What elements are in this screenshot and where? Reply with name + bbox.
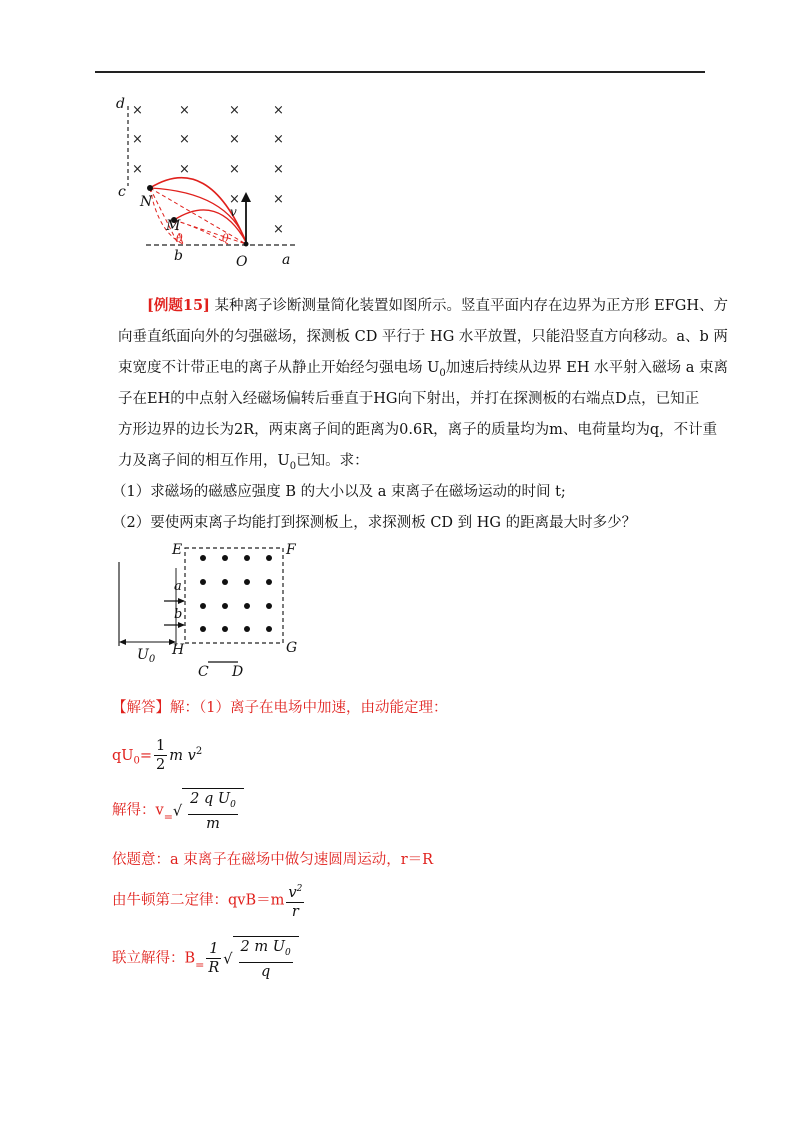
eq2-den: m [206, 815, 220, 832]
label-U0 [137, 647, 156, 665]
eq1-rhs: m v [169, 747, 196, 764]
eq1-eq: = [139, 747, 153, 764]
beam-a-arrowhead [178, 598, 185, 604]
eq1-den: 2 [156, 757, 166, 774]
example-text: 某种离子诊断测量简化装置如图所示。竖直平面内存在边界为正方形 EFGH、方 [214, 298, 728, 314]
label-H: H [172, 642, 185, 658]
cross: × [179, 162, 190, 177]
cross: × [229, 103, 240, 118]
label-O: O [236, 254, 248, 270]
equation-newton [112, 880, 306, 921]
answer-tag: 【解答】 [112, 700, 170, 716]
example-label: [例题15] [147, 297, 210, 314]
example-text: 力及离子间的相互作用，U [118, 453, 290, 469]
dot [244, 579, 250, 585]
combined-label: 联立解得：B [112, 950, 196, 967]
label-E: E [172, 542, 183, 558]
example-text: 已知。求： [296, 453, 369, 469]
cross: × [179, 103, 190, 118]
eq2-sqrt: √ $\frac{2 q U_0}{m}$ [173, 788, 244, 833]
eq2-num: 2 q $U_0$ [188, 790, 238, 815]
point-N [147, 185, 153, 191]
cross: × [229, 132, 240, 147]
dot [266, 603, 272, 609]
label-d: d [116, 96, 125, 112]
eq3-eq: = [195, 958, 205, 972]
figure-magnetic-field-1 [108, 92, 308, 272]
label-C: C [198, 664, 209, 678]
newton-den: r [291, 903, 299, 920]
eq3-num: 1 [206, 940, 221, 959]
dot [266, 579, 272, 585]
cross: × [132, 132, 143, 147]
label-G: G [286, 640, 298, 656]
dot [222, 603, 228, 609]
newton-num: v [288, 884, 297, 901]
equation-energy [112, 733, 202, 781]
label-a: a [282, 252, 291, 268]
label-F: F [286, 542, 296, 558]
figure-magnetic-field-2 [112, 538, 312, 678]
u0-arrow-left [119, 639, 126, 645]
example-line-5: 方形边界的边长为2R，两束离子间的距离为0.6R，离子的质量均为m、电荷量均为q，不计重 [118, 422, 718, 438]
equation-result [112, 936, 299, 985]
cross: × [179, 132, 190, 147]
eq3-fraction [206, 940, 221, 977]
cross: × [273, 222, 284, 237]
condition-text: 依题意：a 束离子在磁场中做匀速圆周运动，r＝R [112, 852, 434, 868]
example-line-3 [118, 358, 728, 384]
subscript: 0 [289, 460, 297, 472]
label-b: b [174, 248, 183, 264]
eq2-eq: = [163, 810, 173, 824]
label-a: a [174, 579, 182, 594]
newton-label: 由牛顿第二定律：qvB＝m [112, 892, 285, 909]
answer-intro [112, 698, 447, 718]
question-2: （2）要使两束离子均能打到探测板上，求探测板 CD 到 HG 的距离最大时多少？ [112, 515, 637, 531]
label-U0-sub: 0 [148, 654, 156, 665]
label-N: N [140, 194, 153, 210]
solve-label: 解得： [112, 802, 156, 819]
dot [222, 626, 228, 632]
question-1: （1）求磁场的磁感应强度 B 的大小以及 a 束离子在磁场运动的时间 t; [112, 484, 566, 500]
cross: × [273, 192, 284, 207]
eq1-num: 1 [156, 738, 166, 755]
velocity-arrowhead [241, 192, 251, 202]
dot [266, 626, 272, 632]
label-c: c [118, 184, 126, 200]
example-line-6 [118, 451, 369, 477]
dot [200, 579, 206, 585]
beam-b-arrowhead [178, 622, 185, 628]
cross: × [273, 103, 284, 118]
cross: × [132, 103, 143, 118]
label-U0-main: U [137, 647, 149, 663]
eq3-den: R [208, 959, 220, 976]
newton-fraction [286, 880, 304, 921]
dot [200, 555, 206, 561]
label-M: M [166, 218, 181, 234]
dot [244, 626, 250, 632]
dot [222, 555, 228, 561]
equation-velocity [112, 788, 244, 837]
label-theta-1: θ [176, 232, 183, 245]
dot [200, 626, 206, 632]
label-theta-2: θ [222, 232, 229, 245]
dot [200, 603, 206, 609]
cross: × [273, 132, 284, 147]
label-v: v [230, 205, 237, 219]
example-line-4: 子在EH的中点射入经磁场偏转后垂直于HG向下射出，并打在探测板的右端点D点，已知正 [118, 391, 700, 407]
subscript: 0 [439, 367, 446, 379]
label-D: D [232, 664, 244, 678]
dot [222, 579, 228, 585]
eq1-lhs: qU [112, 747, 134, 764]
cross: × [229, 192, 240, 207]
eq3-rad-num: 2 m $U_0$ [239, 938, 293, 963]
answer-intro-text: 解：（1）离子在电场中加速，由动能定理： [170, 700, 448, 716]
newton-sup: 2 [296, 884, 303, 894]
example-text: 加速后持续从边界 EH 水平射入磁场 a 束离 [445, 360, 729, 376]
example-line-1 [147, 296, 728, 316]
dot [244, 603, 250, 609]
eq1-sub: 0 [133, 755, 140, 767]
dot [266, 555, 272, 561]
v-var: v [155, 802, 164, 819]
cross: × [229, 162, 240, 177]
label-b: b [174, 607, 183, 622]
dot [244, 555, 250, 561]
cross: × [273, 162, 284, 177]
eq3-sqrt: √ $\frac{2 m U_0}{q}$ [223, 936, 298, 981]
eq3-rad-den: q [260, 963, 271, 980]
example-text: 束宽度不计带正电的离子从静止开始经匀强电场 U [118, 360, 440, 376]
header-rule [95, 71, 705, 73]
eq1-fraction [154, 737, 167, 774]
cross: × [132, 162, 143, 177]
example-line-2: 向垂直纸面向外的匀强磁场，探测板 CD 平行于 HG 水平放置，只能沿竖直方向移动。a、b 两 [118, 329, 728, 345]
eq1-sup: 2 [195, 746, 203, 757]
